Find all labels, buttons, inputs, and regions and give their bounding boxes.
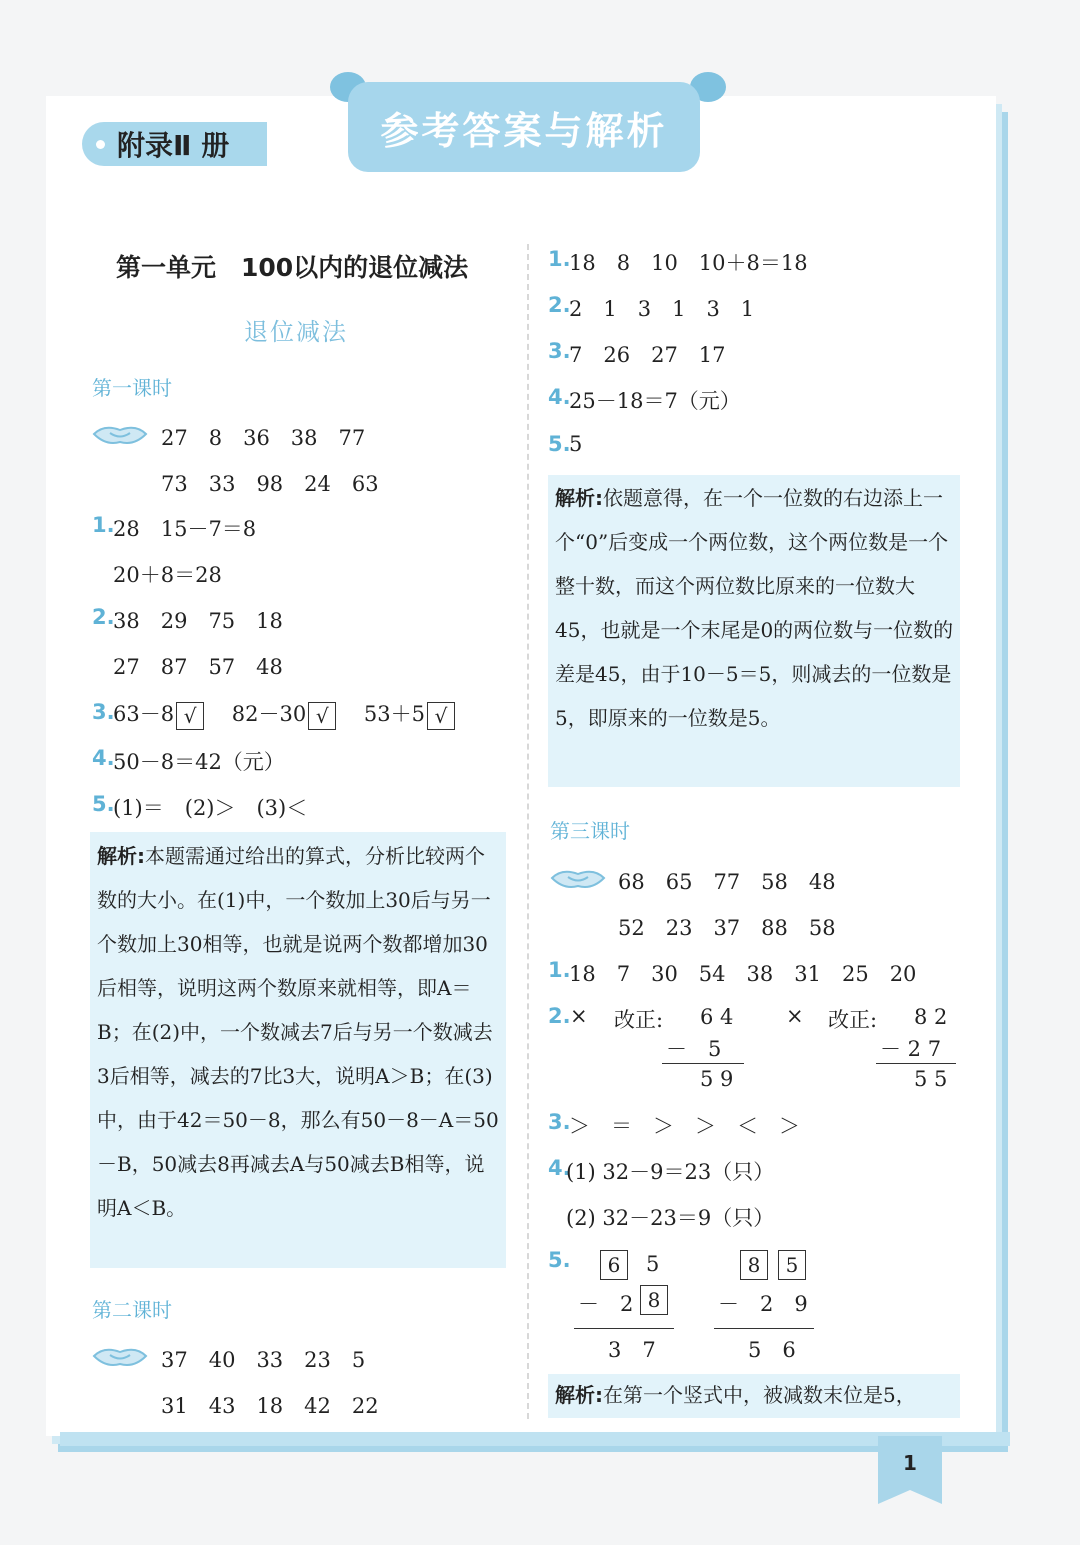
calc-line xyxy=(714,1328,814,1329)
check-box: √ xyxy=(308,702,336,730)
vertical-calc-middle: － 5 xyxy=(666,1037,722,1061)
unit-title: 第一单元 100以内的退位减法 xyxy=(116,253,469,282)
question-number: 4. xyxy=(548,1156,571,1180)
answer-text: 50－8＝42（元） xyxy=(113,750,285,774)
lesson-3-row-1: 68 65 77 58 48 xyxy=(618,870,836,894)
answer-text: 25－18＝7（元） xyxy=(569,389,741,413)
analysis-label: 解析: xyxy=(97,844,145,868)
question-number: 4. xyxy=(92,746,115,770)
answer-text: 27 87 57 48 xyxy=(113,655,283,679)
oral-calc-icon xyxy=(90,1342,150,1372)
answer-text: (1) 32－9＝23（只） xyxy=(566,1160,775,1184)
digit: 3 7 xyxy=(608,1338,656,1362)
page-banner-title: 参考答案与解析 xyxy=(348,82,700,172)
answer-cell: 5 xyxy=(778,1250,806,1280)
answer-text: 18 7 30 54 38 31 25 20 xyxy=(569,962,917,986)
answer-text: (2) 32－23＝9（只） xyxy=(566,1206,775,1230)
analysis-text xyxy=(97,834,502,1230)
answer-text: 28 15－7＝8 xyxy=(113,517,257,541)
question-number: 5. xyxy=(92,792,115,816)
section-subtitle: 退位减法 xyxy=(244,318,348,346)
vertical-calc-result: 5 5 xyxy=(914,1067,948,1091)
digit: － 2 xyxy=(578,1292,634,1316)
answer-cell: 8 xyxy=(740,1250,768,1280)
wrong-mark: × xyxy=(570,1004,588,1028)
question-number: 1. xyxy=(548,958,571,982)
correction-label: 改正: xyxy=(828,1008,878,1032)
page-number: 1 xyxy=(878,1436,942,1490)
answer-text: 7 26 27 17 xyxy=(569,343,726,367)
vertical-calc-result: 5 9 xyxy=(700,1067,734,1091)
wrong-mark: × xyxy=(786,1004,804,1028)
calc-line xyxy=(876,1063,956,1064)
expression: 63－8 xyxy=(113,702,175,726)
tag-label: 附录Ⅱ 册 xyxy=(117,129,230,162)
answer-text: 18 8 10 10＋8＝18 xyxy=(569,251,808,275)
question-number: 5. xyxy=(548,432,571,456)
tag-dot xyxy=(96,140,105,149)
analysis-body: 本题需通过给出的算式，分析比较两个数的大小。在(1)中，一个数加上30后与另一个数加上30相等，也就是说两个数都增加30后相等，说明这两个数原来就相等，即A＝B；在(2)中，一个数减去7后与另一个数减去3后相等，减去的7比3大，说明A＞B；在(3)中，由于42＝50－8，那么有50－8－A＝50－B，50减去8再减去A与50减去B相等，说明A＜B。 xyxy=(97,844,499,1220)
analysis-text xyxy=(555,476,955,740)
answer-text: 2 1 3 1 3 1 xyxy=(569,297,755,321)
question-number: 3. xyxy=(92,700,115,724)
question-number: 2. xyxy=(548,293,571,317)
answer-row xyxy=(113,698,455,730)
lesson-1-row-1: 27 8 36 38 77 xyxy=(161,426,366,450)
oral-calc-icon xyxy=(548,864,608,894)
answer-text: (1)＝ (2)＞ (3)＜ xyxy=(113,796,308,820)
oral-calc-icon xyxy=(90,420,150,450)
calc-line xyxy=(574,1328,674,1329)
analysis-body: 在第一个竖式中，被减数末位是5， xyxy=(603,1383,916,1407)
correction-label: 改正: xyxy=(614,1008,664,1032)
lesson-3-title: 第三课时 xyxy=(550,819,630,843)
lesson-1-title: 第一课时 xyxy=(92,376,172,400)
question-number: 3. xyxy=(548,1110,571,1134)
question-number: 1. xyxy=(92,513,115,537)
lesson-2-title: 第二课时 xyxy=(92,1298,172,1322)
expression: 82－30 xyxy=(231,702,307,726)
question-number: 5. xyxy=(548,1248,571,1272)
question-number: 3. xyxy=(548,339,571,363)
check-box: √ xyxy=(176,702,204,730)
calc-line xyxy=(662,1063,744,1064)
column-divider xyxy=(527,244,529,1419)
digit: 5 6 xyxy=(748,1338,796,1362)
expression: 53＋5 xyxy=(363,702,426,726)
check-box: √ xyxy=(427,702,455,730)
lesson-2-row-2: 31 43 18 42 22 xyxy=(161,1394,379,1418)
section-tag xyxy=(82,122,267,166)
analysis-label: 解析: xyxy=(555,1383,603,1407)
analysis-label: 解析: xyxy=(555,486,603,510)
answer-text: 5 xyxy=(569,432,583,456)
answer-text: 38 29 75 18 xyxy=(113,609,283,633)
question-number: 4. xyxy=(548,385,571,409)
vertical-calc-top: 6 4 xyxy=(700,1005,734,1029)
digit: 5 xyxy=(646,1252,660,1276)
question-number: 2. xyxy=(92,605,115,629)
analysis-text xyxy=(555,1373,960,1417)
page-bottom-band xyxy=(60,1432,1010,1446)
answer-text: ＞ ＝ ＞ ＞ ＜ ＞ xyxy=(569,1114,800,1138)
answer-text: 20＋8＝28 xyxy=(113,563,222,587)
answer-cell: 6 xyxy=(600,1250,628,1280)
question-number: 2. xyxy=(548,1004,571,1028)
lesson-1-row-2: 73 33 98 24 63 xyxy=(161,472,379,496)
analysis-body: 依题意得，在一个一位数的右边添上一个“0”后变成一个两位数，这个两位数是一个整十数，而这个两位数比原来的一位数大45，也就是一个末尾是0的两位数与一位数的差是45，由于10－5＝5，则减去的一位数是5，即原来的一位数是5。 xyxy=(555,486,954,730)
vertical-calc-top: 8 2 xyxy=(914,1005,948,1029)
vertical-calc-middle: － 2 7 xyxy=(880,1037,942,1061)
answer-cell: 8 xyxy=(640,1285,668,1315)
digit: － 2 9 xyxy=(718,1292,808,1316)
lesson-2-row-1: 37 40 33 23 5 xyxy=(161,1348,366,1372)
lesson-3-row-2: 52 23 37 88 58 xyxy=(618,916,836,940)
question-number: 1. xyxy=(548,247,571,271)
